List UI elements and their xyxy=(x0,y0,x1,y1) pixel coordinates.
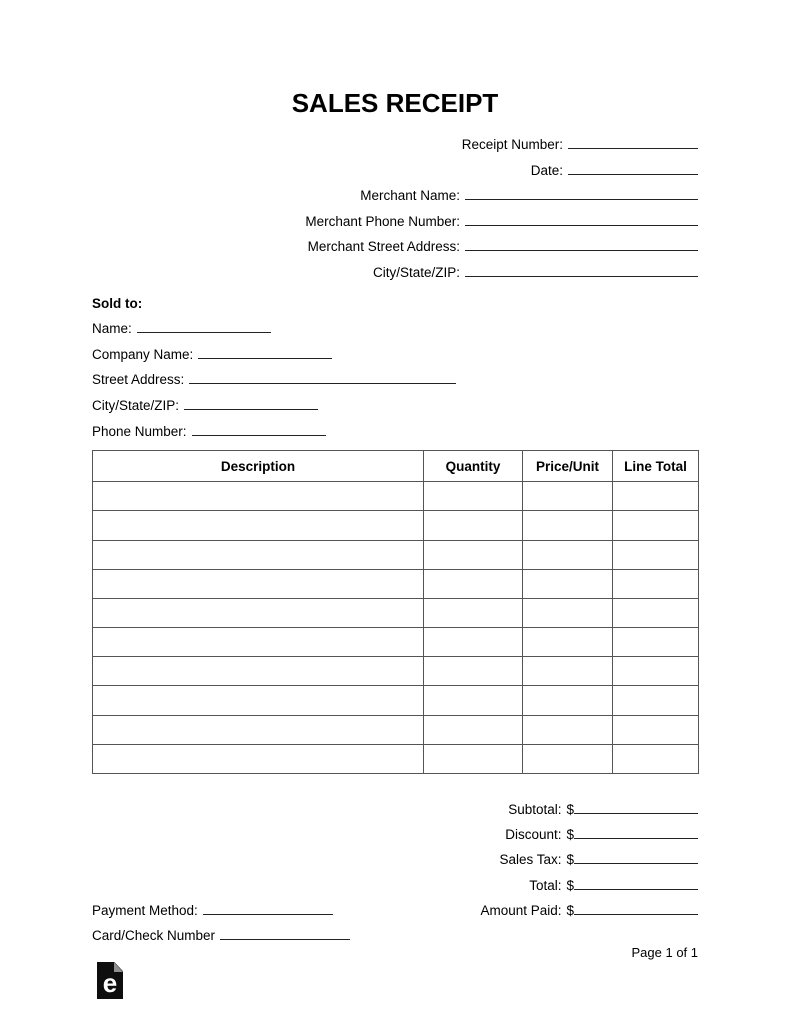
sales-tax-row xyxy=(480,847,698,872)
item-cell[interactable] xyxy=(613,482,699,511)
item-cell[interactable] xyxy=(93,628,424,657)
item-cell[interactable] xyxy=(93,540,424,569)
item-cell[interactable] xyxy=(93,744,424,773)
item-cell[interactable] xyxy=(424,598,523,627)
receipt-number-field[interactable] xyxy=(568,135,698,149)
header-row xyxy=(93,451,699,482)
table-row xyxy=(93,540,699,569)
item-cell[interactable] xyxy=(613,686,699,715)
item-cell[interactable] xyxy=(613,598,699,627)
table-row xyxy=(93,657,699,686)
buyer-address-row xyxy=(92,367,698,393)
table-row xyxy=(93,686,699,715)
total-label: Total: xyxy=(529,877,562,893)
item-cell[interactable] xyxy=(424,686,523,715)
column-header-line-total: Line Total xyxy=(613,451,699,482)
item-cell[interactable] xyxy=(523,569,613,598)
merchant-name-field[interactable] xyxy=(465,186,698,200)
eforms-logo[interactable] xyxy=(97,962,123,999)
date-field[interactable] xyxy=(568,161,698,175)
item-cell[interactable] xyxy=(523,686,613,715)
total-row xyxy=(480,873,698,898)
buyer-phone-field[interactable] xyxy=(192,422,326,436)
subtotal-label: Subtotal: xyxy=(508,802,562,817)
item-cell[interactable] xyxy=(613,744,699,773)
merchant-info-section xyxy=(92,132,698,286)
merchant-citystatezip-label: City/State/ZIP: xyxy=(372,264,460,280)
merchant-address-row xyxy=(92,234,698,260)
total-currency: $ xyxy=(566,877,574,893)
amount-paid-row xyxy=(480,898,698,923)
item-cell[interactable] xyxy=(523,628,613,657)
item-cell[interactable] xyxy=(93,598,424,627)
buyer-address-field[interactable] xyxy=(189,370,456,384)
card-check-number-field[interactable] xyxy=(220,926,350,940)
item-cell[interactable] xyxy=(424,657,523,686)
item-cell[interactable] xyxy=(424,569,523,598)
item-cell[interactable] xyxy=(523,511,613,540)
discount-row xyxy=(480,822,698,847)
payment-method-row xyxy=(92,898,350,923)
discount-field[interactable] xyxy=(574,825,698,839)
items-table xyxy=(92,450,699,774)
summary-section xyxy=(92,797,698,949)
total-field[interactable] xyxy=(574,876,698,890)
merchant-name-row xyxy=(92,183,698,209)
merchant-phone-field[interactable] xyxy=(465,212,698,226)
sold-to-heading: Sold to: xyxy=(92,295,143,311)
buyer-name-row xyxy=(92,316,698,342)
items-table-body xyxy=(93,482,699,774)
table-row xyxy=(93,744,699,773)
item-cell[interactable] xyxy=(424,511,523,540)
merchant-phone-row xyxy=(92,209,698,235)
buyer-name-field[interactable] xyxy=(137,319,271,333)
item-cell[interactable] xyxy=(93,482,424,511)
buyer-phone-row xyxy=(92,419,698,445)
merchant-phone-label: Merchant Phone Number: xyxy=(305,213,460,229)
date-row xyxy=(92,158,698,184)
item-cell[interactable] xyxy=(613,569,699,598)
buyer-address-label: Street Address: xyxy=(92,372,185,388)
sold-to-heading-row xyxy=(92,291,698,317)
sales-tax-currency: $ xyxy=(566,852,574,868)
item-cell[interactable] xyxy=(424,744,523,773)
page-indicator: Page 1 of 1 xyxy=(631,945,698,960)
table-row xyxy=(93,482,699,511)
buyer-company-label: Company Name: xyxy=(92,346,194,362)
subtotal-currency: $ xyxy=(566,802,574,817)
payment-method-field[interactable] xyxy=(203,901,333,915)
item-cell[interactable] xyxy=(613,511,699,540)
item-cell[interactable] xyxy=(93,569,424,598)
column-header-description: Description xyxy=(93,451,424,482)
buyer-name-label: Name: xyxy=(92,321,132,337)
item-cell[interactable] xyxy=(523,482,613,511)
item-cell[interactable] xyxy=(523,540,613,569)
item-cell[interactable] xyxy=(93,657,424,686)
item-cell[interactable] xyxy=(424,482,523,511)
totals-section xyxy=(480,797,698,923)
item-cell[interactable] xyxy=(613,628,699,657)
item-cell[interactable] xyxy=(523,715,613,744)
payment-section xyxy=(92,898,350,948)
item-cell[interactable] xyxy=(613,715,699,744)
item-cell[interactable] xyxy=(93,511,424,540)
payment-method-label: Payment Method: xyxy=(92,903,198,918)
item-cell[interactable] xyxy=(93,715,424,744)
buyer-citystatezip-field[interactable] xyxy=(184,396,318,410)
merchant-address-label: Merchant Street Address: xyxy=(307,239,460,255)
receipt-number-label: Receipt Number: xyxy=(461,137,563,152)
item-cell[interactable] xyxy=(613,540,699,569)
receipt-number-row xyxy=(92,132,698,158)
card-check-number-label: Card/Check Number xyxy=(92,928,216,944)
item-cell[interactable] xyxy=(424,540,523,569)
logo-letter: e xyxy=(102,968,118,998)
merchant-citystatezip-row xyxy=(92,260,698,286)
table-row xyxy=(93,569,699,598)
items-table-header xyxy=(93,451,699,482)
merchant-address-field[interactable] xyxy=(465,237,698,251)
item-cell[interactable] xyxy=(523,657,613,686)
discount-label: Discount: xyxy=(505,827,562,843)
table-row xyxy=(93,628,699,657)
page-title: SALES RECEIPT xyxy=(291,88,499,118)
amount-paid-currency: $ xyxy=(566,902,574,918)
buyer-citystatezip-row xyxy=(92,393,698,419)
table-row xyxy=(93,715,699,744)
discount-currency: $ xyxy=(566,827,574,843)
item-cell[interactable] xyxy=(523,744,613,773)
subtotal-field[interactable] xyxy=(574,800,698,814)
buyer-phone-label: Phone Number: xyxy=(92,423,187,439)
table-row xyxy=(93,598,699,627)
item-cell[interactable] xyxy=(424,715,523,744)
sold-to-section xyxy=(92,291,698,445)
sales-tax-field[interactable] xyxy=(574,850,698,864)
buyer-company-field[interactable] xyxy=(198,345,332,359)
column-header-price-unit: Price/Unit xyxy=(523,451,613,482)
sales-tax-label: Sales Tax: xyxy=(499,852,562,868)
item-cell[interactable] xyxy=(523,598,613,627)
item-cell[interactable] xyxy=(613,657,699,686)
table-row xyxy=(93,511,699,540)
merchant-name-label: Merchant Name: xyxy=(360,188,460,204)
buyer-citystatezip-label: City/State/ZIP: xyxy=(92,397,180,413)
item-cell[interactable] xyxy=(93,686,424,715)
item-cell[interactable] xyxy=(424,628,523,657)
subtotal-row xyxy=(480,797,698,822)
amount-paid-label: Amount Paid: xyxy=(480,902,562,918)
buyer-company-row xyxy=(92,342,698,368)
amount-paid-field[interactable] xyxy=(574,901,698,915)
merchant-citystatezip-field[interactable] xyxy=(465,263,698,277)
card-check-number-row xyxy=(92,923,350,948)
date-label: Date: xyxy=(530,162,563,178)
column-header-quantity: Quantity xyxy=(424,451,523,482)
